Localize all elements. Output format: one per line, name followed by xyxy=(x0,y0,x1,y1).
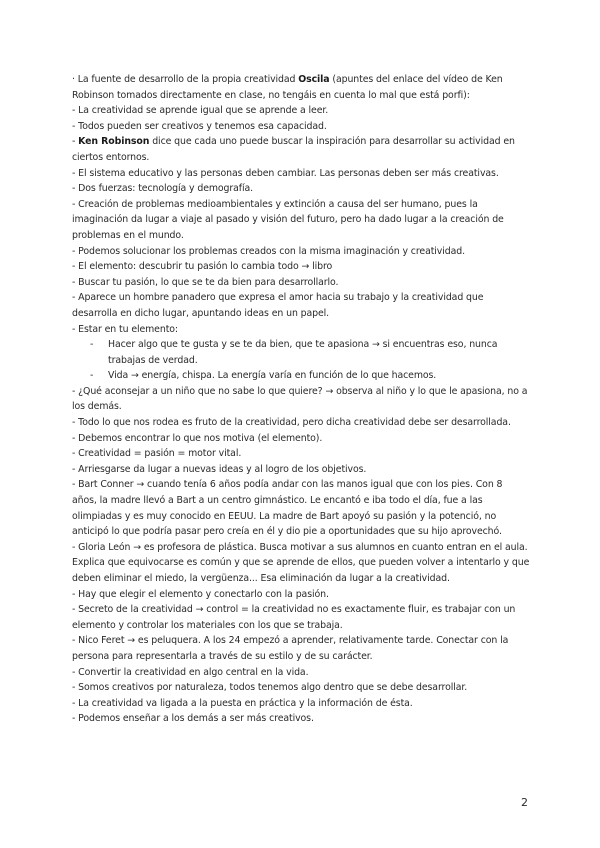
note-line: - Creación de problemas medioambientales y extinción a causa del ser humano, pues la imaginación da lugar a viaje al pasado y visión del futuro, pero ha dado lugar a la creación de problemas en el mundo. xyxy=(72,198,504,241)
page-number: 2 xyxy=(521,796,528,809)
note-line: - El sistema educativo y las personas deben cambiar. Las personas deben ser más creativas. xyxy=(72,167,499,179)
note-line: - Todos pueden ser creativos y tenemos esa capacidad. xyxy=(72,120,327,132)
note-line: - Dos fuerzas: tecnología y demografía. xyxy=(72,183,254,195)
sub-item-text: Vida → energía, chispa. La energía varía en función de lo que hacemos. xyxy=(108,370,437,382)
note-dash: - xyxy=(72,136,79,148)
note-line: - Gloria León → es profesora de plástica. Busca motivar a sus alumnos en cuanto entran en el aula. Explica que equivocarse es común y que se aprende de ellos, que pueden volver a intentarlo y que deben eliminar el miedo, la vergüenza... Esa eliminación da lugar a la creatividad. xyxy=(72,541,530,584)
intro-text: · La fuente de desarrollo de la propia creatividad xyxy=(72,74,299,85)
bold-ken-robinson: Ken Robinson xyxy=(78,136,150,148)
note-line: - Hay que elegir el elemento y conectarlo con la pasión. xyxy=(72,588,329,600)
document-body xyxy=(72,72,530,727)
note-line: - ¿Qué aconsejar a un niño que no sabe lo que quiere? → observa al niño y lo que le apasiona, no a los demás. xyxy=(72,385,528,413)
note-line: - Arriesgarse da lugar a nuevas ideas y al logro de los objetivos. xyxy=(72,463,367,475)
note-line: - Debemos encontrar lo que nos motiva (el elemento). xyxy=(72,432,323,444)
note-text: dice que cada uno puede buscar la inspiración para desarrollar su actividad en ciertos entornos. xyxy=(72,136,515,163)
sub-dash: - xyxy=(90,339,94,351)
note-line: - Secreto de la creatividad → control = la creatividad no es exactamente fluir, es trabajar con un elemento y controlar los materiales con los que se trabaja. xyxy=(72,604,516,631)
sub-list-item xyxy=(72,337,530,368)
sub-list-item xyxy=(72,368,530,384)
note-line xyxy=(72,134,530,165)
note-line: - Buscar tu pasión, lo que se te da bien para desarrollarlo. xyxy=(72,276,339,288)
note-line: - Podemos solucionar los problemas creados con la misma imaginación y creatividad. xyxy=(72,245,465,257)
note-line: - Convertir la creatividad en algo central en la vida. xyxy=(72,666,309,678)
sub-item-text: Hacer algo que te gusta y se te da bien, que te apasiona → si encuentras eso, nunca trabajas de verdad. xyxy=(108,339,498,366)
note-line: - Podemos enseñar a los demás a ser más creativos. xyxy=(72,713,314,725)
note-line: - Aparece un hombre panadero que expresa el amor hacia su trabajo y la creatividad que desarrolla en dicho lugar, apuntando ideas en un papel. xyxy=(72,292,484,319)
note-line: - Somos creativos por naturaleza, todos tenemos algo dentro que se debe desarrollar. xyxy=(72,682,468,694)
note-line: - El elemento: descubrir tu pasión lo cambia todo → libro xyxy=(72,261,333,273)
note-line: - Nico Feret → es peluquera. A los 24 empezó a aprender, relativamente tarde. Conectar con la persona para representarla a través de su estilo y de su carácter. xyxy=(72,635,509,662)
intro-text-rest: (apuntes del enlace del vídeo de Ken Robinson tomados directamente en clase, no tengáis en cuenta lo mal que está porfi): xyxy=(72,74,503,101)
note-line: - La creatividad va ligada a la puesta en práctica y la información de ésta. xyxy=(72,697,413,709)
intro-bold-oscila: Oscila xyxy=(298,74,330,85)
note-line: - Todo lo que nos rodea es fruto de la creatividad, pero dicha creatividad debe ser desarrollada. xyxy=(72,417,511,429)
paragraph-intro xyxy=(72,72,530,103)
sub-dash: - xyxy=(90,370,94,382)
note-line: - Creatividad = pasión = motor vital. xyxy=(72,448,242,460)
note-line: - Bart Conner → cuando tenía 6 años podía andar con las manos igual que con los pies. Con 8 años, la madre llevó a Bart a un centro gimnástico. Le encantó e iba todo el día, fue a las olimpiadas y es muy conocido en EEUU. La madre de Bart apoyó su pasión y la potenció, no anticipó lo que podría pasar pero creía en él y dio pie a oportunidades que su hijo aprovechó. xyxy=(72,479,503,538)
note-line: - La creatividad se aprende igual que se aprende a leer. xyxy=(72,105,329,117)
note-line: - Estar en tu elemento: xyxy=(72,323,178,335)
